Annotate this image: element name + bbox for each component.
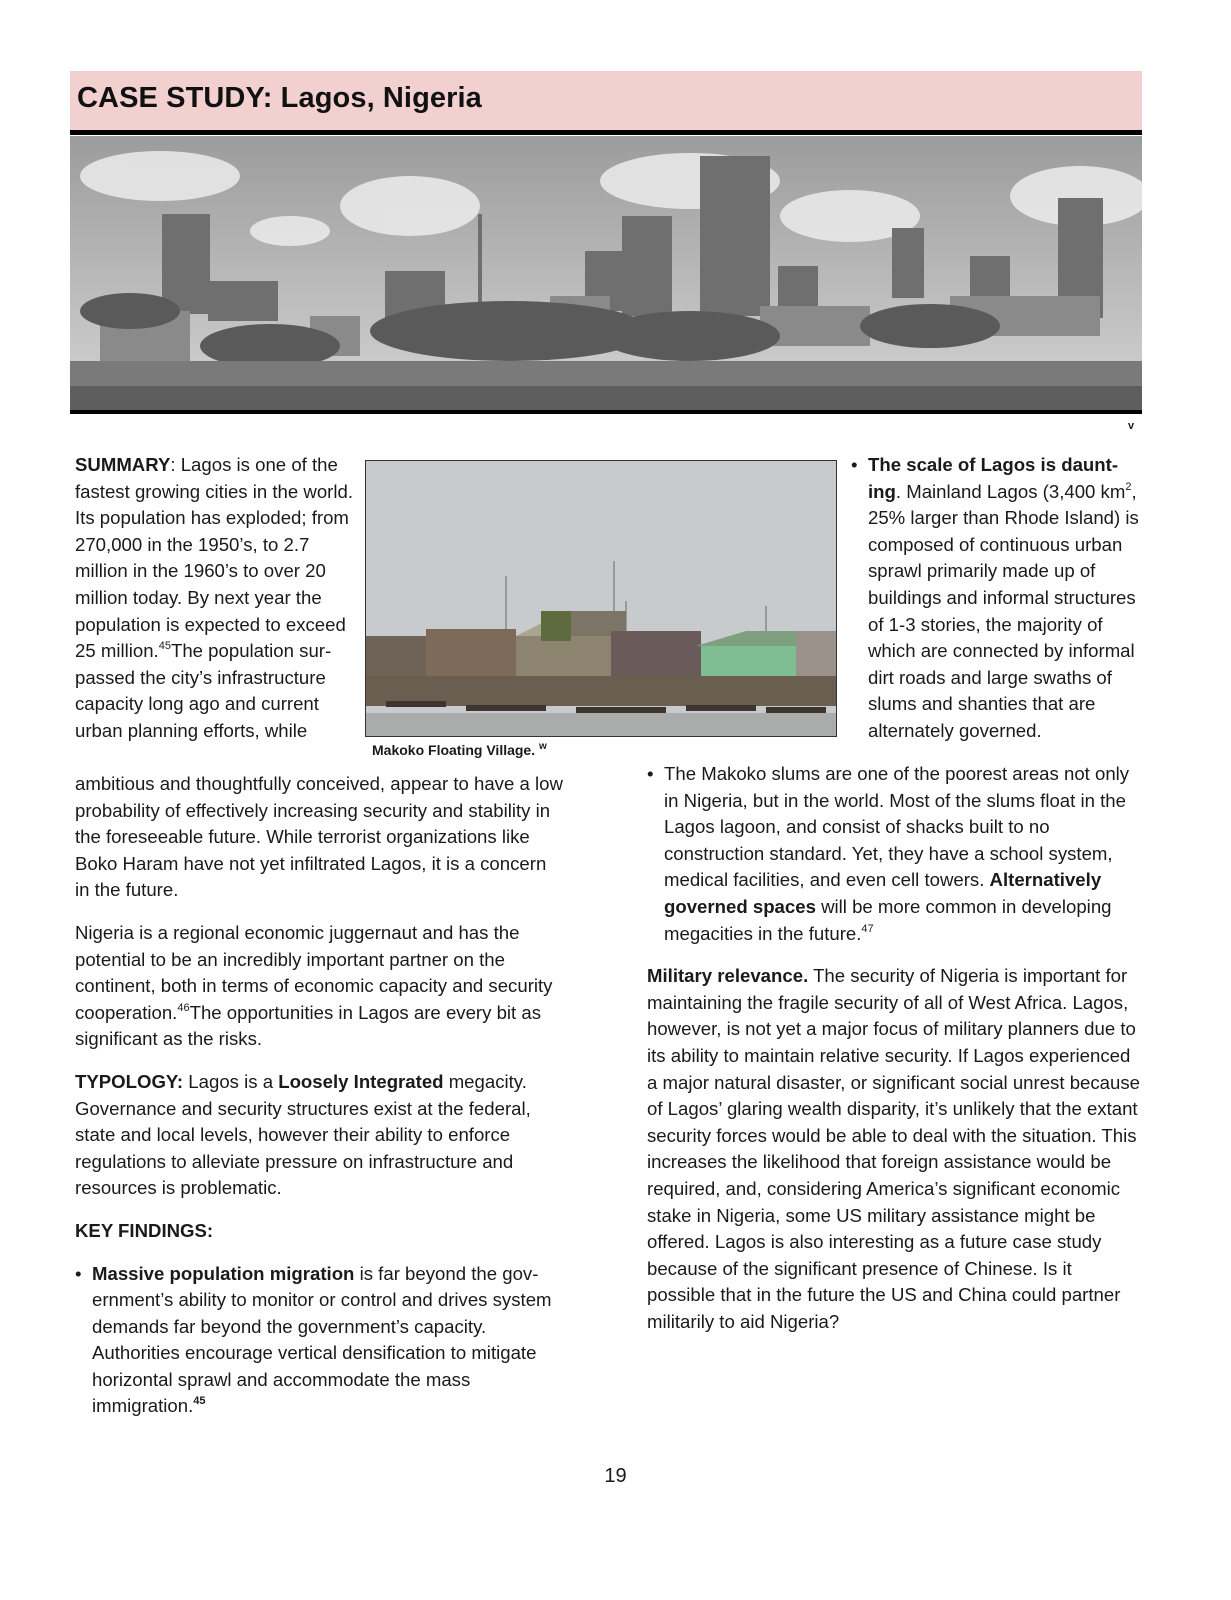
caption-text: Makoko Floating Village. [372, 742, 536, 758]
finding-3-rest: will be more common in developing megacities in the future. [664, 895, 1112, 944]
banner-rule [70, 410, 1142, 414]
footnote-ref: 46 [177, 1001, 190, 1014]
finding-2-text-a: . Mainland Lagos (3,400 km [895, 480, 1126, 502]
makoko-photo [365, 460, 837, 737]
bullet-dot: • [75, 1262, 82, 1284]
finding-3-text: The Makoko slums are one of the poorest areas not only in Nigeria, but in the world. Most of the slums float in the Lagos lagoon, and consist of shacks built to no construction standard. Yet, they have a school system, medical facilities, and even cell towers. [664, 763, 1130, 891]
superscript-2: 2 [1125, 480, 1132, 493]
typology-paragraph [75, 1069, 565, 1202]
typology-pre: Lagos is a [183, 1070, 279, 1092]
bullet-dot: • [647, 763, 654, 784]
typology-label: TYPOLOGY: [75, 1070, 184, 1092]
typology-text: megacity. Governance and security structures exist at the federal, state and local levels, however their ability to enforce regulations to alleviate pressure on infrastructure and resources is problematic. [75, 1070, 531, 1199]
summary-text-b: The population surpassed the city’s infrastructure capacity long ago and current urban planning efforts, while [75, 640, 332, 741]
summary-continued: ambitious and thoughtfully conceived, appear to have a low probability of effectively increasing security and stability in the foreseeable future. While terrorist organizations like Boko Haram have not yet infiltrated Lagos, it is a concern in the future. [75, 773, 563, 901]
caption-credit: w [539, 741, 547, 752]
page-number: 19 [604, 1465, 627, 1487]
military-paragraph [647, 963, 1142, 1335]
finding-2-bold: The scale of Lagos is daunting [868, 454, 1119, 502]
finding-3 [647, 761, 1142, 947]
finding-1 [75, 1261, 565, 1421]
military-label: Military relevance. [647, 965, 809, 987]
banner-credit: v [1128, 420, 1135, 432]
key-findings-heading: KEY FINDINGS: [75, 1219, 214, 1241]
finding-1-bold: Massive population migration [92, 1262, 355, 1284]
finding-1-text: is far beyond the government’s ability to monitor or control and drives system demands far beyond the government’s capacity. Authorities encourage vertical densification to mitigate horizontal sprawl and accommodate the mass immigration. [92, 1262, 552, 1417]
footnote-ref: 45 [158, 640, 171, 653]
right-column [647, 761, 1142, 1335]
finding-2 [851, 452, 1141, 745]
figure-caption [372, 742, 547, 758]
finding-2-text-b: , 25% larger than Rhode Island) is composed of continuous urban sprawl primarily made up of buildings and informal structures of 1-3 stories, the majority of which are connected by informal dirt roads and large swaths of slums and shanties that are alternately governed. [868, 480, 1139, 741]
summary-text-a: : Lagos is one of the fastest growing cities in the world. Its population has exploded; from 270,000 in the 1950’s, to 2.7 million in the 1960’s to over 20 million today. By next year the population is expected to exceed 25 million. [75, 454, 353, 662]
summary-paragraph-2 [75, 920, 565, 1053]
bullet-dot: • [851, 454, 858, 475]
summary-intro-paragraph [75, 452, 357, 745]
finding-2-box [851, 452, 1141, 745]
title-bar [70, 71, 1142, 135]
summary-p2-text-b: The opportunities in Lagos are every bit as significant as the risks. [75, 1001, 542, 1050]
footnote-ref: 45 [193, 1395, 206, 1408]
left-column [75, 771, 565, 1420]
page-title: CASE STUDY: Lagos, Nigeria [77, 82, 482, 114]
finding-3-bold: Alternatively governed spaces [664, 869, 1102, 917]
skyline-photo [70, 136, 1142, 411]
typology-bold: Loosely Integrated [278, 1070, 444, 1092]
summary-p2-text: Nigeria is a regional economic juggernaut and has the potential to be an incredibly important partner on the continent, both in terms of economic capacity and security cooperation. [75, 921, 553, 1023]
summary-intro [75, 452, 357, 745]
military-text: The security of Nigeria is important for maintaining the fragile security of all of West Africa. Lagos, however, is not yet a major focus of military planners due to its ability to maintain relative security. If Lagos experienced a major natural disaster, or significant social unrest because of Lagos’ glaring wealth disparity, it’s unlikely that the extant security forces would be able to deal with the situation. This increases the likelihood that foreign assistance would be required, and, considering America’s significant economic stake in Nigeria, some US military assistance might be offered. Lagos is also interesting as a future case study because of the significant presence of Chinese. Is it possible that in the future the US and China could partner militarily to aid Nigeria? [647, 965, 1140, 1332]
footnote-ref: 47 [861, 922, 874, 935]
summary-label: SUMMARY [75, 454, 171, 475]
